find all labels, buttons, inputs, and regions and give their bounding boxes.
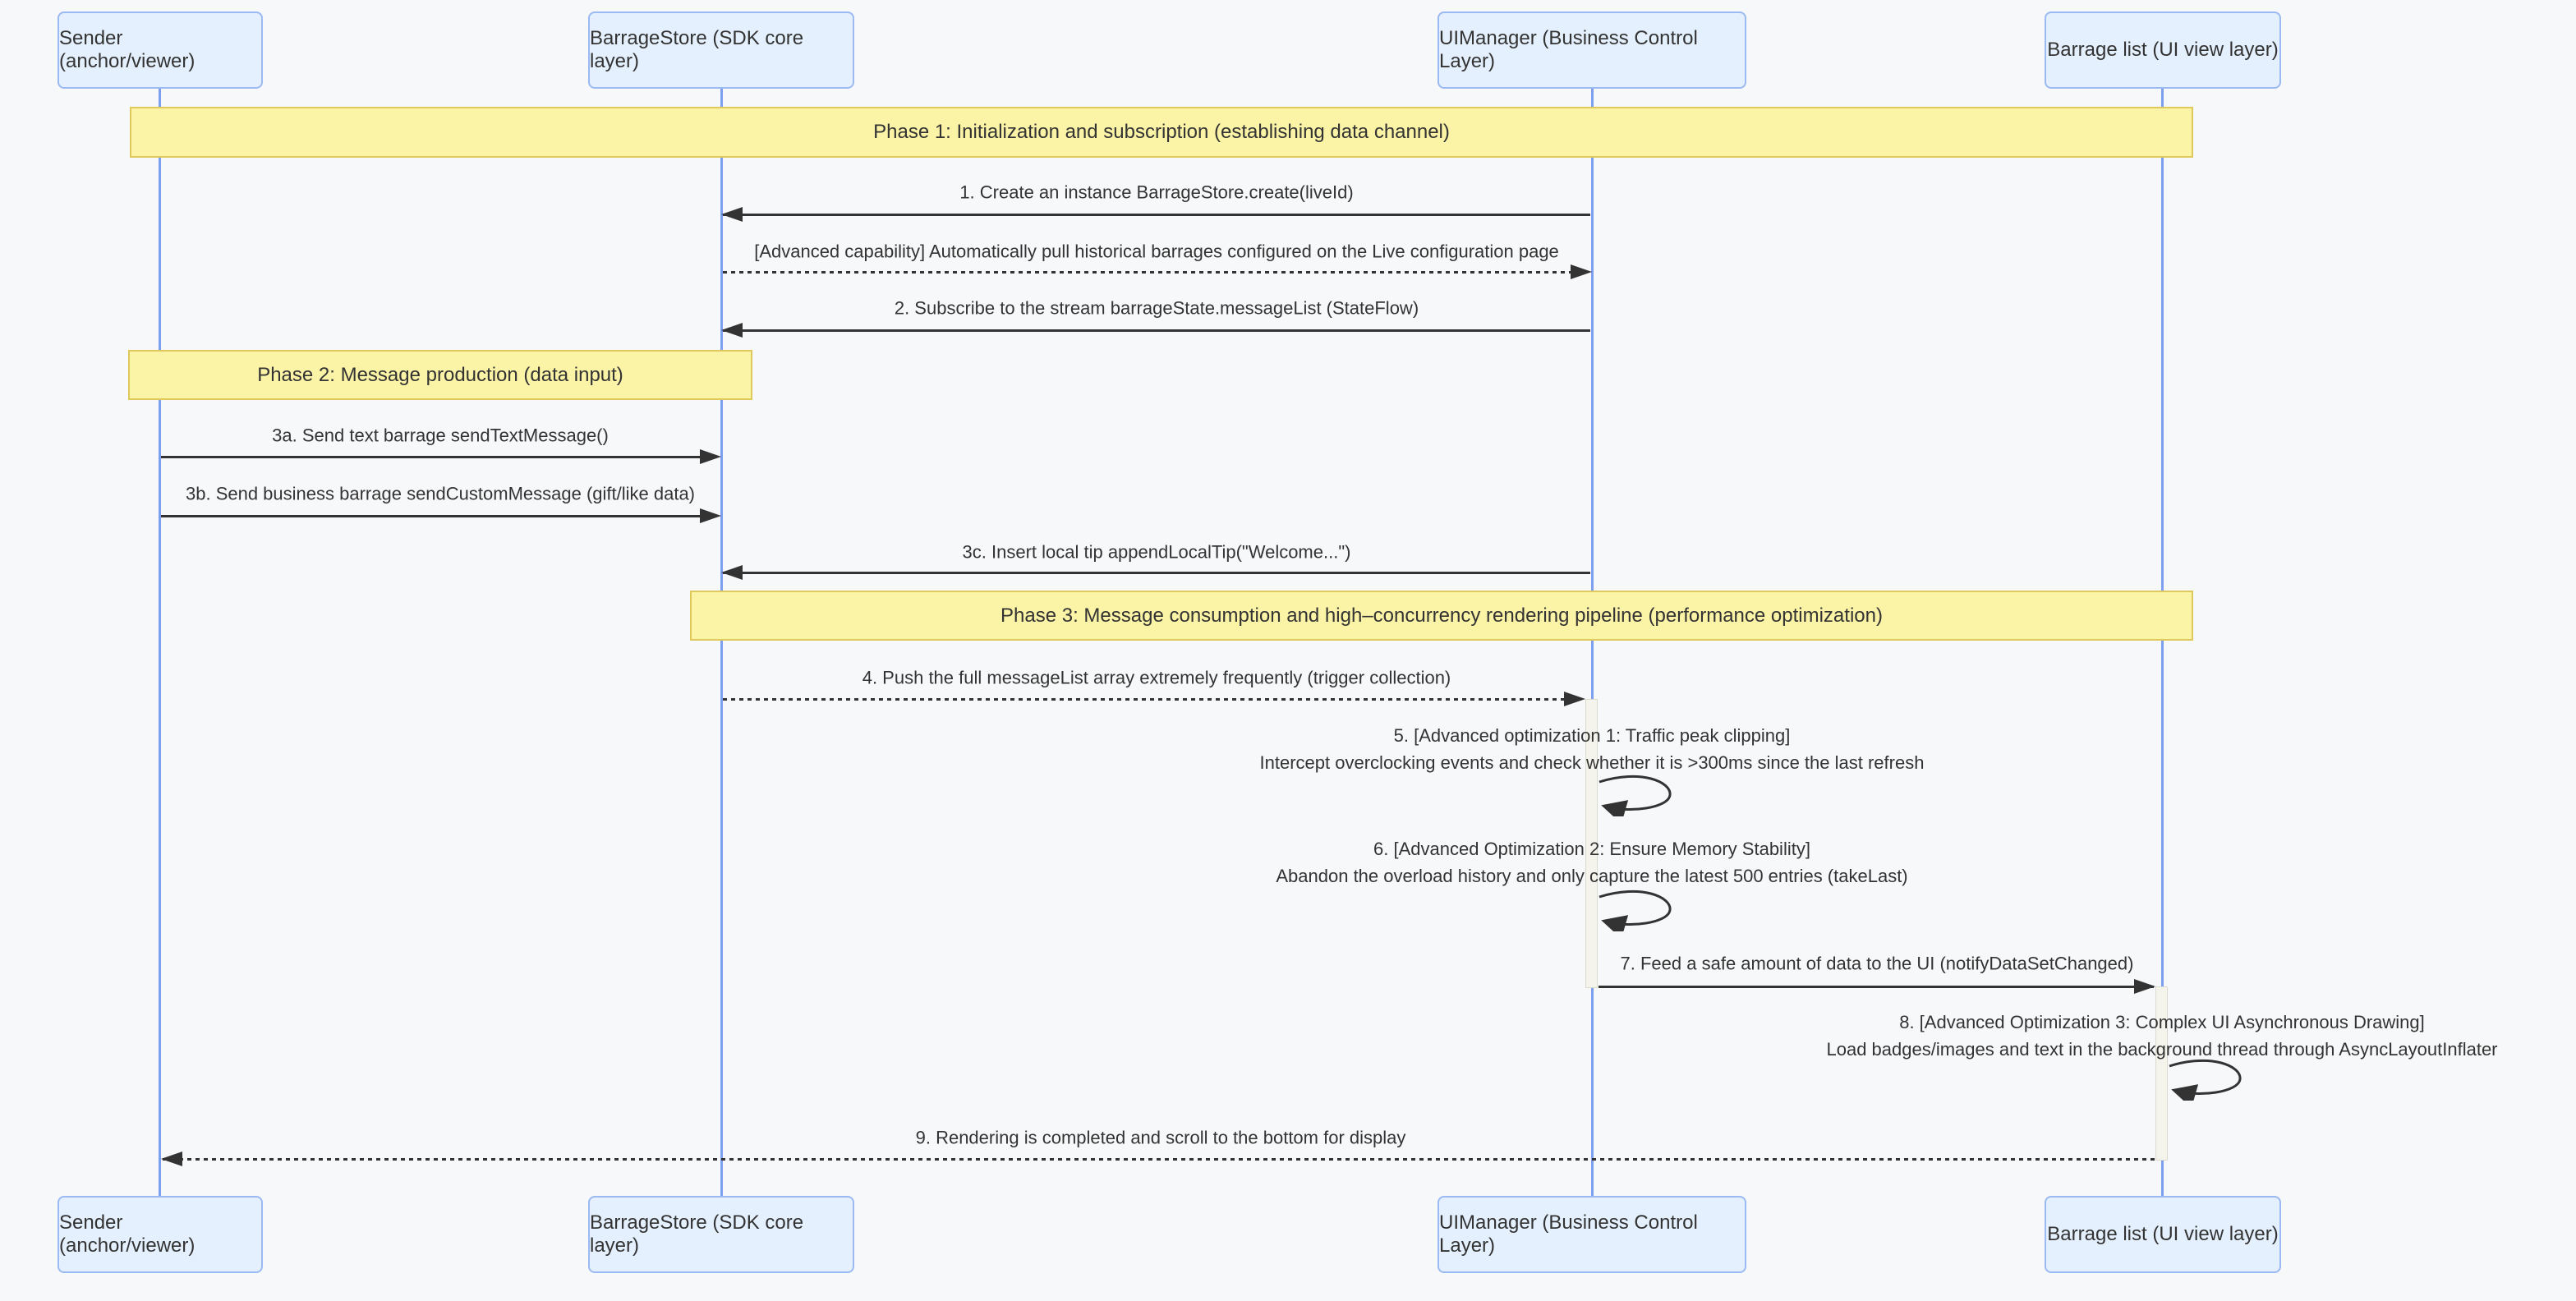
participant-bottom-barragelist: [2045, 1196, 2281, 1273]
message-3a-label: 3a. Send text barrage sendTextMessage(): [272, 425, 609, 446]
participant-sender-label: Sender (anchor/viewer): [59, 1211, 196, 1257]
arrowhead-left-icon: [721, 323, 743, 338]
message-7-label: 7. Feed a safe amount of data to the UI (notifyDataSetChanged): [1620, 953, 2134, 974]
message-1-label: 1. Create an instance BarrageStore.create(liveId): [959, 182, 1354, 203]
participant-uimanager-label: UIManager (Business Control Layer): [1439, 27, 1698, 72]
self-loop-arrow-icon: [1596, 774, 1678, 816]
arrowhead-left-icon: [161, 1152, 182, 1166]
participant-top-sender: [58, 11, 263, 89]
message-advanced-capability-line: [723, 271, 1571, 274]
arrowhead-right-icon: [1571, 264, 1592, 279]
message-8-line-2: Load badges/images and text in the background thread through AsyncLayoutInflater: [1826, 1039, 2498, 1060]
participant-barragestore-label: BarrageStore (SDK core layer): [590, 1211, 804, 1257]
message-4-label: 4. Push the full messageList array extremely frequently (trigger collection): [862, 667, 1451, 688]
phase-1-label: Phase 1: Initialization and subscription (establishing data channel): [873, 121, 1450, 143]
participant-top-uimanager: [1438, 11, 1746, 89]
message-advanced-capability-label: [Advanced capability] Automatically pull historical barrages configured on the Live configuration page: [754, 241, 1559, 262]
message-8-line-1: 8. [Advanced Optimization 3: Complex UI Asynchronous Drawing]: [1899, 1012, 2425, 1032]
message-8-label: [1826, 1009, 2497, 1063]
phase-banner-3: [690, 591, 2193, 641]
participant-barragelist-label: Barrage list (UI view layer): [2047, 39, 2279, 61]
participant-top-barragelist: [2045, 11, 2281, 89]
participant-top-barragestore: [588, 11, 854, 89]
lifeline-uimanager: [1591, 89, 1594, 1196]
message-5-line-2: Intercept overclocking events and check whether it is >300ms since the last refresh: [1259, 752, 1925, 773]
message-7-line: [1598, 986, 2154, 988]
arrowhead-right-icon: [1564, 692, 1585, 706]
participant-sender-label: Sender (anchor/viewer): [59, 27, 196, 72]
arrowhead-right-icon: [2134, 979, 2155, 994]
arrowhead-left-icon: [721, 207, 743, 222]
message-4-line: [723, 698, 1566, 701]
message-9-line: [163, 1158, 2155, 1161]
phase-banner-1: [130, 107, 2193, 158]
participant-barragelist-label: Barrage list (UI view layer): [2047, 1223, 2279, 1245]
arrowhead-right-icon: [700, 508, 721, 523]
message-6-label: [1276, 835, 1907, 890]
message-3c-label: 3c. Insert local tip appendLocalTip("Welcome..."): [962, 541, 1351, 563]
message-2-line: [723, 329, 1590, 332]
message-3b-line: [161, 515, 700, 517]
arrowhead-right-icon: [700, 449, 721, 464]
participant-uimanager-label: UIManager (Business Control Layer): [1439, 1211, 1698, 1257]
participant-bottom-sender: [58, 1196, 263, 1273]
arrowhead-left-icon: [721, 565, 743, 580]
message-2-label: 2. Subscribe to the stream barrageState.messageList (StateFlow): [894, 297, 1419, 319]
message-9-label: 9. Rendering is completed and scroll to the bottom for display: [915, 1127, 1406, 1148]
lifeline-barragestore: [720, 89, 723, 1196]
message-3a-line: [161, 456, 700, 458]
message-3c-line: [723, 572, 1590, 574]
participant-barragestore-label: BarrageStore (SDK core layer): [590, 27, 804, 72]
message-6-line-1: 6. [Advanced Optimization 2: Ensure Memory Stability]: [1373, 839, 1810, 859]
message-6-line-2: Abandon the overload history and only capture the latest 500 entries (takeLast): [1276, 866, 1908, 886]
lifeline-sender: [159, 89, 161, 1196]
phase-3-label: Phase 3: Message consumption and high–concurrency rendering pipeline (performance optimization): [1000, 604, 1883, 627]
phase-banner-2: [128, 350, 752, 400]
self-loop-arrow-icon: [1596, 889, 1678, 931]
message-5-label: [1260, 722, 1925, 776]
message-3b-label: 3b. Send business barrage sendCustomMessage (gift/like data): [185, 483, 696, 504]
message-5-line-1: 5. [Advanced optimization 1: Traffic peak clipping]: [1393, 725, 1791, 746]
participant-bottom-barragestore: [588, 1196, 854, 1273]
phase-2-label: Phase 2: Message production (data input): [257, 363, 623, 386]
message-1-line: [723, 214, 1590, 216]
participant-bottom-uimanager: [1438, 1196, 1746, 1273]
self-loop-arrow-icon: [2166, 1058, 2248, 1101]
